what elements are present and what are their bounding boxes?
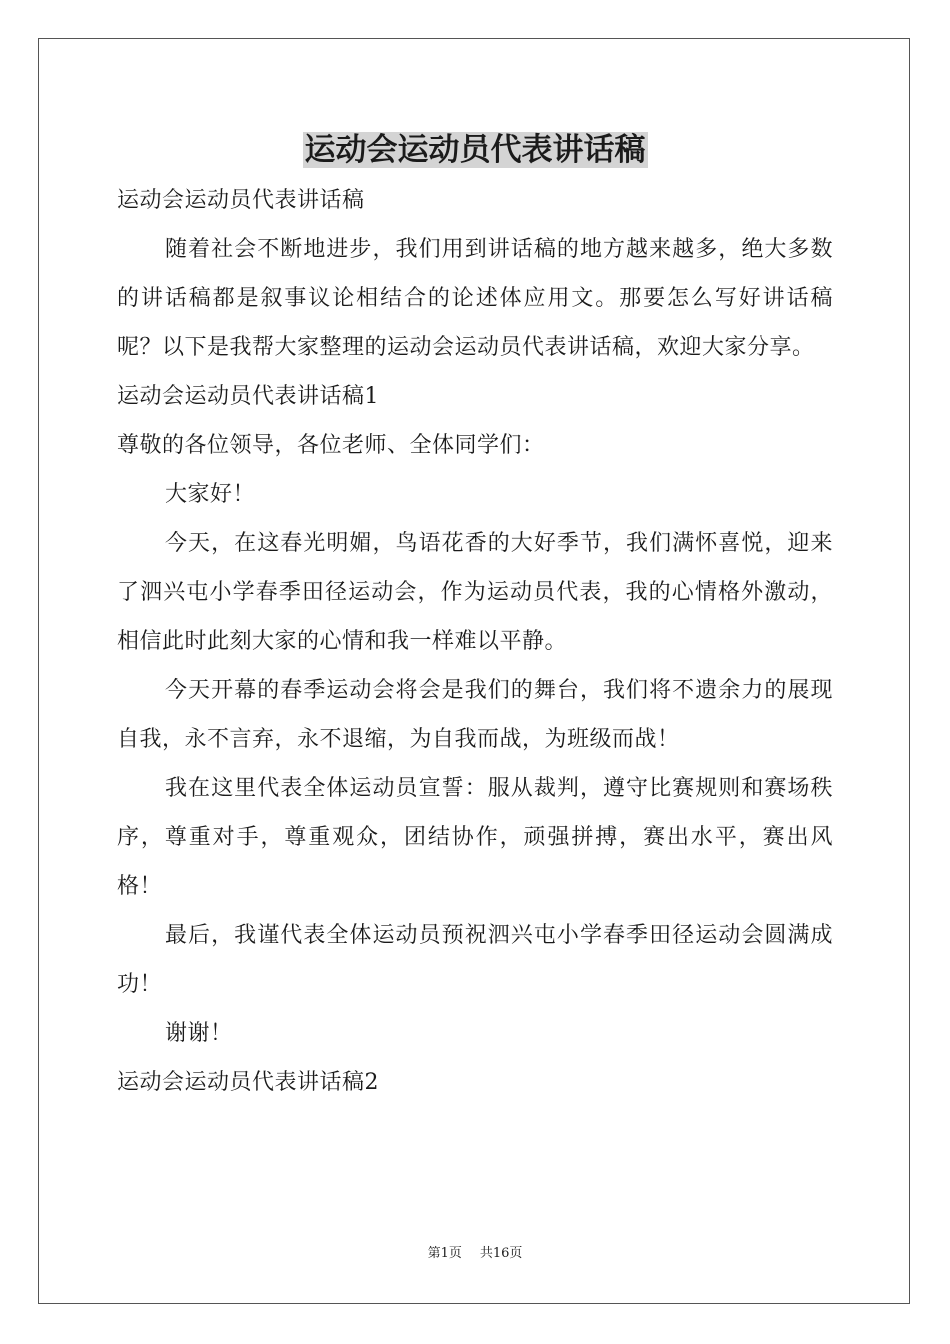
- section-heading: 运动会运动员代表讲话稿1: [117, 384, 379, 409]
- body-paragraph: 运动会运动员代表讲话稿: [117, 188, 365, 213]
- body-paragraph: 尊敬的各位领导，各位老师、全体同学们：: [117, 433, 545, 458]
- body-paragraph: 今天，在这春光明媚，鸟语花香的大好季节，我们满怀喜悦，迎来了泗兴屯小学春季田径运动会，作为运动员代表，我的心情格外激动，相信此时此刻大家的心情和我一样难以平静。: [117, 531, 833, 654]
- page-number: 第1页: [427, 1246, 462, 1261]
- body-paragraph: 最后，我谨代表全体运动员预祝泗兴屯小学春季田径运动会圆满成功！: [117, 923, 833, 997]
- body-paragraph: 随着社会不断地进步，我们用到讲话稿的地方越来越多，绝大多数的讲话稿都是叙事议论相结合的论述体应用文。那要怎么写好讲话稿呢？以下是我帮大家整理的运动会运动员代表讲话稿，欢迎大家分享。: [117, 237, 833, 360]
- document-body: [117, 176, 833, 1107]
- body-paragraph: 我在这里代表全体运动员宣誓：服从裁判，遵守比赛规则和赛场秩序，尊重对手，尊重观众，团结协作，顽强拼搏，赛出水平，赛出风格！: [117, 776, 833, 899]
- body-paragraph: 谢谢！: [165, 1021, 233, 1046]
- document-title-text: 运动会运动员代表讲话稿: [304, 132, 646, 168]
- page-total: 共16页: [479, 1246, 523, 1261]
- body-paragraph: 大家好！: [165, 482, 256, 507]
- section-heading: 运动会运动员代表讲话稿2: [117, 1070, 379, 1095]
- body-paragraph: 今天开幕的春季运动会将会是我们的舞台，我们将不遗余力的展现自我，永不言弃，永不退缩，为自我而战，为班级而战！: [117, 678, 833, 752]
- page-footer: [0, 1245, 950, 1263]
- document-title: [0, 128, 950, 172]
